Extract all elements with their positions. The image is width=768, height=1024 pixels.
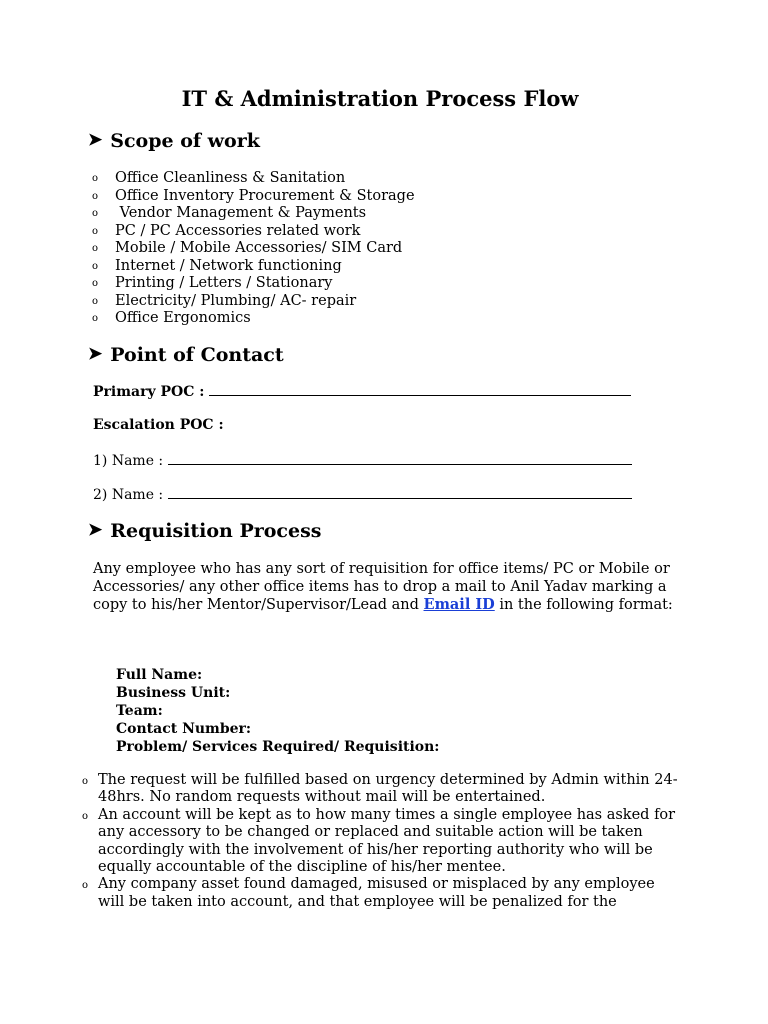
field-label: Contact Number: [116, 721, 252, 737]
list-item: o Electricity/ Plumbing/ AC- repair [92, 292, 357, 309]
name2-label: 2) Name : [93, 487, 164, 503]
field-label: Problem/ Services Required/ Requisition: [116, 739, 440, 755]
field-label: Full Name: [116, 667, 203, 683]
requisition-paragraph: Any employee who has any sort of requisition for office items/ PC or Mobile or Accessories/ any other office items has to drop a mail to Anil Yadav marking a copy to his/her Mentor/Supervisor/Lead and Email ID in the following format: [93, 561, 673, 613]
list-item: o PC / PC Accessories related work [92, 222, 361, 239]
circle-bullet-icon: o [92, 260, 99, 272]
poc-heading-text: Point of Contact [110, 344, 284, 366]
primary-poc-label: Primary POC : [93, 384, 205, 400]
escalation-poc-line [93, 417, 224, 433]
circle-bullet-icon: o [82, 810, 89, 822]
list-item: o An account will be kept as to how many times a single employee has asked for any accessory to be changed or replaced and suitable action will be taken accordingly with the involvement of his/her reporting authority who will be equally accountable of the discipline of his/her mentee. [82, 806, 676, 876]
list-item: o Mobile / Mobile Accessories/ SIM Card [92, 240, 403, 256]
requisition-rules-list [82, 772, 682, 911]
name1-blank [168, 452, 632, 465]
circle-bullet-icon: o [92, 243, 99, 254]
arrow-bullet-icon: ➤ [88, 520, 103, 540]
list-item: o Printing / Letters / Stationary [92, 275, 333, 291]
circle-bullet-icon: o [82, 880, 89, 892]
circle-bullet-icon: o [92, 190, 99, 202]
escalation-poc-label: Escalation POC : [93, 417, 224, 433]
scope-heading [88, 130, 260, 152]
field-label: Team: [116, 703, 163, 719]
circle-bullet-icon: o [82, 776, 89, 787]
circle-bullet-icon: o [92, 225, 99, 237]
list-item: o Any company asset found damaged, misused or misplaced by any employee will be taken into account, and that employee will be penalized for the [82, 876, 655, 910]
circle-bullet-icon: o [92, 173, 99, 184]
scope-heading-text: Scope of work [110, 130, 260, 152]
requisition-heading-text: Requisition Process [110, 520, 322, 542]
arrow-bullet-icon: ➤ [88, 130, 103, 150]
name1-line [93, 452, 632, 469]
scope-list [92, 170, 415, 328]
poc-heading [88, 344, 284, 366]
name1-label: 1) Name : [93, 453, 164, 469]
list-item: o Internet / Network functioning [92, 257, 342, 274]
email-id-link[interactable]: Email ID [423, 596, 495, 613]
name2-line [93, 486, 632, 503]
requisition-heading [88, 520, 321, 542]
list-item: o The request will be fulfilled based on urgency determined by Admin within 24-48hrs. No random requests without mail will be entertained. [82, 772, 678, 806]
field-label: Business Unit: [116, 685, 231, 701]
circle-bullet-icon: o [92, 208, 99, 219]
circle-bullet-icon: o [92, 313, 99, 324]
page-title: IT & Administration Process Flow [181, 86, 579, 111]
list-item: o Office Cleanliness & Sanitation [92, 170, 346, 186]
primary-poc-line [93, 383, 631, 400]
arrow-bullet-icon: ➤ [88, 344, 103, 364]
primary-poc-blank [209, 383, 631, 396]
circle-bullet-icon: o [92, 278, 99, 289]
list-item: o Vendor Management & Payments [92, 205, 367, 221]
circle-bullet-icon: o [92, 295, 99, 307]
list-item: o Office Inventory Procurement & Storage [92, 187, 415, 204]
list-item: o Office Ergonomics [92, 310, 251, 326]
name2-blank [168, 486, 632, 499]
request-format-fields [116, 666, 439, 756]
